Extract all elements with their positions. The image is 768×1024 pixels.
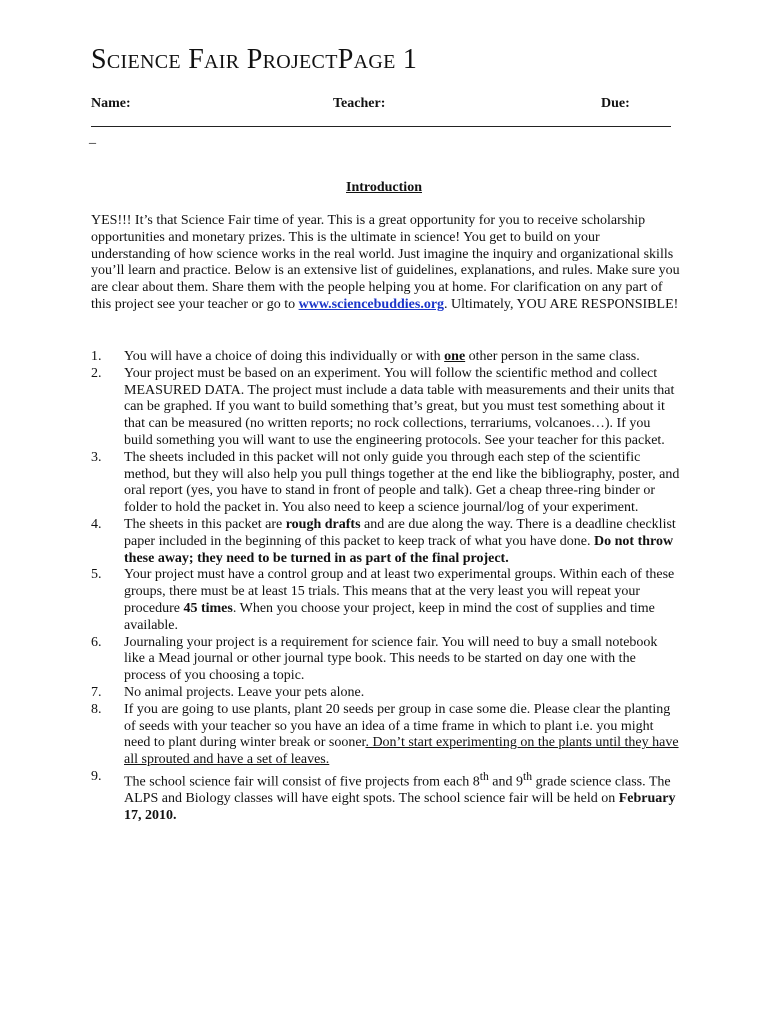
item-text: . When you choose your project, keep in mind the cost of supplies and time available. bbox=[124, 600, 655, 633]
item-text: No animal projects. Leave your pets alone. bbox=[124, 684, 365, 700]
item-text: The sheets included in this packet will not only guide you through each step of the scientific method, but they will also help you pull things together at the end like the bibliography, poster, and oral report (yes, you have to stand in front of people and talk). Get a cheap three-ring binder or folder to hold the packet in. You also need to keep a science journal/log of your experiment. bbox=[124, 449, 680, 516]
item-text: The sheets in this packet are bbox=[124, 516, 286, 532]
list-number: 4. bbox=[91, 516, 102, 532]
section-heading: Introduction bbox=[346, 180, 422, 195]
name-label: Name: bbox=[91, 96, 131, 111]
sciencebuddies-link[interactable]: www.sciencebuddies.org bbox=[298, 296, 445, 312]
item-text: If you are going to use plants, plant 20 seeds per group in case some die. Please clear the planting of seeds with your teacher so you have an idea of a time frame in which to plant i.e. you might need to plant during winter break or sooner bbox=[124, 701, 671, 751]
item-text: The school science fair will consist of five projects from each 8 bbox=[124, 774, 480, 790]
due-label: Due: bbox=[601, 96, 630, 111]
intro-text: YES!!! It’s that Science Fair time of year. This is a great opportunity for you to receive scholarship opportunities and monetary prizes. This is the ultimate in science! You get to build on your understanding of how science works in the real world. Just imagine the inquiry and organizational skills you’ll learn and practice. Below is an extensive list of guidelines, explanations, and rules. Make sure you are clear about them. Share them with the people helping you at home. For clarification on any part of this project see your teacher or go to bbox=[91, 213, 680, 312]
list-item bbox=[91, 769, 681, 825]
list-item bbox=[91, 517, 681, 567]
superscript: th bbox=[523, 769, 533, 783]
item-emphasis: Do not throw these away; they need to be turned in as part of the final project. bbox=[124, 533, 674, 566]
teacher-label: Teacher: bbox=[333, 96, 386, 111]
item-text: grade science class. The ALPS and Biology classes will have eight spots. The school science fair will be held on bbox=[124, 774, 671, 807]
item-text: and 9 bbox=[488, 774, 524, 790]
list-item bbox=[91, 450, 681, 517]
header-rule bbox=[91, 126, 671, 127]
list-item bbox=[91, 349, 681, 366]
list-item bbox=[91, 567, 681, 634]
intro-closing: . Ultimately, YOU ARE RESPONSIBLE! bbox=[444, 296, 679, 312]
item-text: other person in the same class. bbox=[465, 349, 640, 364]
list-number: 8. bbox=[91, 701, 102, 717]
list-number: 6. bbox=[91, 634, 102, 650]
item-text: Journaling your project is a requirement for science fair. You will need to buy a small notebook like a Mead journal or other journal type book. This needs to be started on day one with the process of you choosing a topic. bbox=[124, 634, 658, 684]
trailing-underscore: _ bbox=[89, 131, 96, 146]
item-text: Your project must be based on an experiment. You will follow the scientific method and collect MEASURED DATA. The project must include a data table with measurements and their units that can be graphed. If you want to build something that’s great, but you must test something about it that can be measured (no written reports; no rock collections, terrariums, volcanoes…). If you build something you will want to use the engineering protocols. See your teacher for this packet. bbox=[124, 365, 675, 448]
list-number: 7. bbox=[91, 684, 102, 700]
item-text: Your project must have a control group and at least two experimental groups. Within each of these groups, there must be at least 15 trials. This means that at the very least you will repeat your procedure bbox=[124, 567, 675, 616]
item-emphasis: rough drafts bbox=[285, 516, 361, 532]
page-title: Science Fair ProjectPage 1 bbox=[91, 44, 418, 75]
item-text: and are due along the way. There is a deadline checklist paper included in the beginning of this packet to keep track of what you have done. bbox=[124, 516, 676, 549]
superscript: th bbox=[479, 769, 489, 783]
list-item bbox=[91, 702, 681, 769]
list-number: 2. bbox=[91, 365, 102, 381]
item-text: You will have a choice of doing this individually or with bbox=[124, 349, 445, 364]
list-number: 1. bbox=[91, 349, 102, 364]
list-number: 3. bbox=[91, 449, 102, 465]
item-emphasis: 45 times bbox=[183, 600, 233, 616]
list-item bbox=[91, 685, 681, 702]
list-number: 5. bbox=[91, 567, 102, 583]
rules-list bbox=[91, 349, 681, 825]
list-number: 9. bbox=[91, 768, 102, 784]
item-emphasis: February 17, 2010. bbox=[124, 791, 676, 824]
item-underlined: . Don’t start experimenting on the plants until they have all sprouted and have a set of leaves. bbox=[124, 735, 679, 768]
list-item bbox=[91, 635, 681, 685]
list-item bbox=[91, 366, 681, 450]
intro-paragraph bbox=[91, 213, 681, 314]
item-emphasis: one bbox=[444, 349, 466, 364]
